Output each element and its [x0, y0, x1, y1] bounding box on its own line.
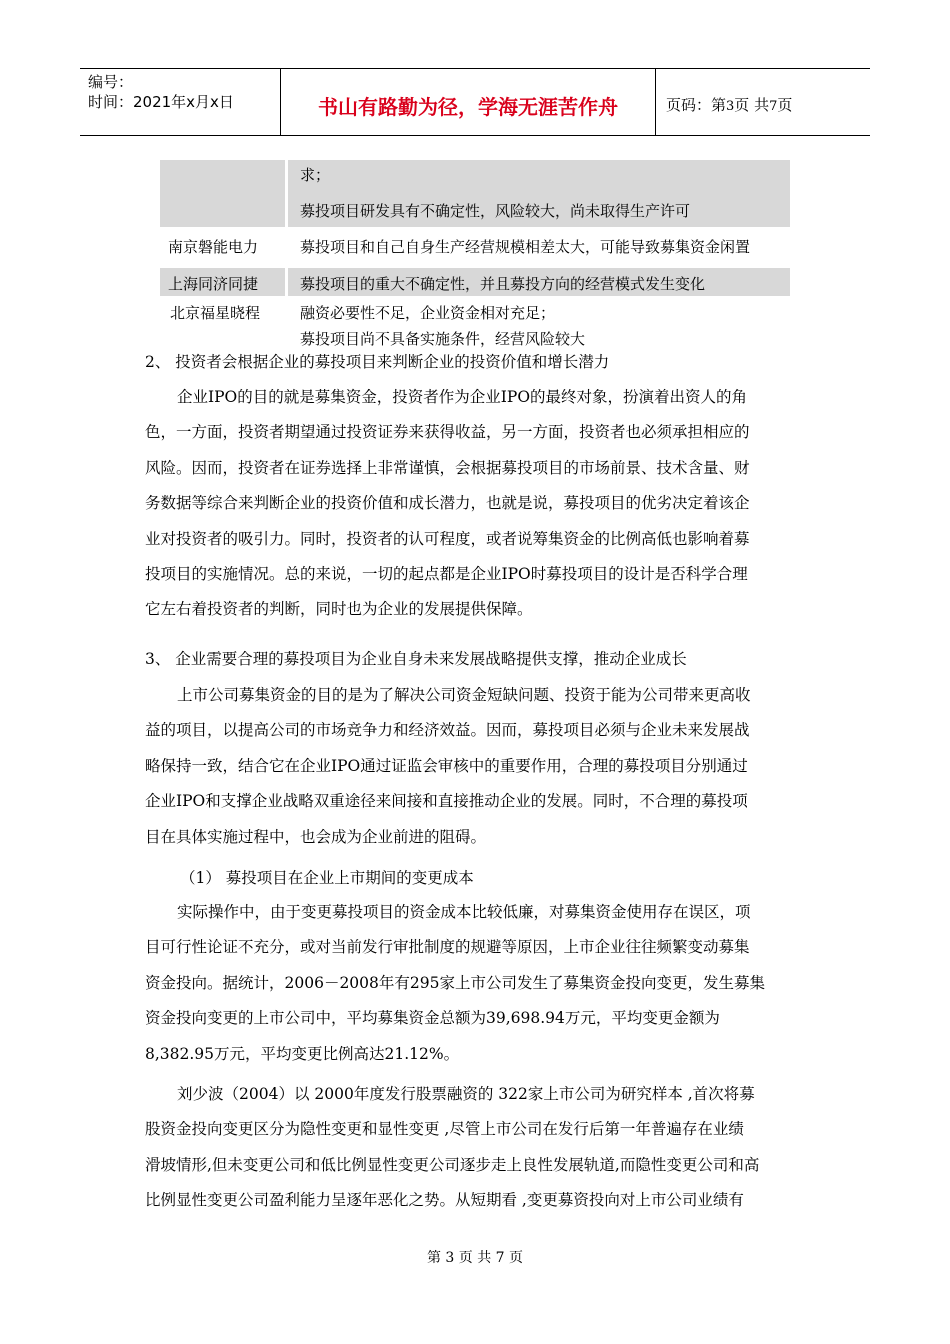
header-page-cell — [656, 69, 870, 135]
liu-paragraph — [145, 1077, 807, 1219]
table-cell-reason — [288, 160, 790, 227]
subsection-1-heading: （1） 募投项目在企业上市期间的变更成本 — [180, 869, 474, 887]
paragraph-line: 略保持一致，结合它在企业IPO通过证监会审核中的重要作用，合理的募投项目分别通过 — [145, 756, 748, 775]
table-row — [160, 231, 790, 261]
header-motto-cell — [281, 69, 656, 135]
paragraph-line: 资金投向。据统计，2006－2008年有295家上市公司发生了募集资金投向变更，发生募集 — [145, 973, 765, 992]
table-row — [160, 268, 790, 296]
section-3-heading: 3、 企业需要合理的募投项目为企业自身未来发展战略提供支撑，推动企业成长 — [145, 650, 687, 668]
paragraph-line: 色，一方面，投资者期望通过投资证券来获得收益，另一方面，投资者也必须承担相应的 — [145, 423, 750, 442]
paragraph-line: 益的项目，以提高公司的市场竞争力和经济效益。因而，募投项目必须与企业未来发展战 — [145, 721, 750, 740]
reason-line: 融资必要性不足，企业资金相对充足； — [300, 304, 556, 322]
paragraph-line: 刘少波（2004）以 2000年度发行股票融资的 322家上市公司为研究样本 ,首次将募 — [177, 1085, 755, 1103]
table-cell-company — [160, 231, 285, 261]
paragraph-line: 比例显性变更公司盈利能力呈逐年恶化之势。从短期看 ,变更募资投向对上市公司业绩有 — [145, 1191, 744, 1210]
header-info-cell — [80, 69, 281, 135]
paragraph-line: 8,382.95万元，平均变更比例高达21.12%。 — [145, 1044, 460, 1063]
table-row — [160, 298, 790, 348]
table-cell-company — [160, 268, 285, 296]
paragraph-line: 务数据等综合来判断企业的投资价值和成长潜力，也就是说，募投项目的优劣决定着该企 — [145, 494, 750, 513]
section-2-paragraph — [145, 380, 807, 628]
paragraph-line: 资金投向变更的上市公司中，平均募集资金总额为39,698.94万元，平均变更金额为 — [145, 1009, 720, 1028]
company-name: 上海同济同捷 — [168, 275, 259, 293]
reason-line: 募投项目的重大不确定性，并且募投方向的经营模式发生变化 — [300, 275, 706, 293]
time-label: 时间：2021年x月x日 — [88, 93, 234, 111]
reason-line: 求； — [300, 166, 331, 184]
paragraph-line: 风险。因而，投资者在证券选择上非常谨慎，会根据募投项目的市场前景、技术含量、财 — [145, 458, 750, 477]
table-cell-reason — [288, 231, 790, 261]
paragraph-line: 目在具体实施过程中，也会成为企业前进的阻碍。 — [145, 827, 487, 846]
page-header — [80, 68, 870, 136]
company-name: 北京福星晓程 — [170, 304, 261, 322]
table-cell-reason — [288, 298, 790, 348]
paragraph-line: 滑坡情形,但未变更公司和低比例显性变更公司逐步走上良性发展轨道,而隐性变更公司和高 — [145, 1155, 760, 1174]
paragraph-line: 目可行性论证不充分，或对当前发行审批制度的规避等原因，上市企业往往频繁变动募集 — [145, 938, 750, 957]
section-2-heading: 2、 投资者会根据企业的募投项目来判断企业的投资价值和增长潜力 — [145, 353, 610, 371]
page-footer: 第 3 页 共 7 页 — [426, 1250, 524, 1266]
reason-line: 募投项目和自己自身生产经营规模相差太大，可能导致募集资金闲置 — [300, 238, 751, 256]
company-name: 南京磐能电力 — [168, 238, 259, 256]
number-label: 编号： — [88, 73, 134, 91]
reason-line: 募投项目尚不具备实施条件，经营风险较大 — [300, 330, 586, 348]
page-suffix: 页 — [777, 96, 793, 114]
paragraph-line: 企业IPO和支撑企业战略双重途径来间接和直接推动企业的发展。同时，不合理的募投项 — [145, 792, 748, 811]
page-mid: 页 共 — [734, 96, 770, 114]
header-motto: 书山有路勤为径，学海无涯苦作舟 — [318, 95, 618, 119]
table-cell-reason — [288, 268, 790, 296]
paragraph-line: 上市公司募集资金的目的是为了解决公司资金短缺问题、投资于能为公司带来更高收 — [177, 686, 751, 704]
page-total: 7 — [769, 99, 778, 114]
paragraph-line: 业对投资者的吸引力。同时，投资者的认可程度，或者说筹集资金的比例高低也影响着募 — [145, 529, 750, 548]
table-row — [160, 160, 790, 227]
page-prefix: 页码：第 — [666, 96, 727, 114]
table-cell-company — [160, 160, 285, 227]
header-page-number — [666, 94, 792, 115]
table-cell-company — [160, 298, 285, 348]
section-3-paragraph — [145, 678, 807, 855]
paragraph-line: 投项目的实施情况。总的来说，一切的起点都是企业IPO时募投项目的设计是否科学合理 — [145, 565, 748, 584]
paragraph-line: 它左右着投资者的判断，同时也为企业的发展提供保障。 — [145, 600, 533, 619]
paragraph-line: 企业IPO的目的就是募集资金，投资者作为企业IPO的最终对象，扮演着出资人的角 — [177, 388, 748, 406]
subsection-1-paragraph — [145, 895, 807, 1072]
paragraph-line: 股资金投向变更区分为隐性变更和显性变更 ,尽管上市公司在发行后第一年普遍存在业绩 — [145, 1120, 744, 1139]
reason-line: 募投项目研发具有不确定性，风险较大，尚未取得生产许可 — [300, 202, 691, 220]
page-current: 3 — [726, 99, 735, 114]
paragraph-line: 实际操作中，由于变更募投项目的资金成本比较低廉，对募集资金使用存在误区，项 — [177, 903, 751, 921]
